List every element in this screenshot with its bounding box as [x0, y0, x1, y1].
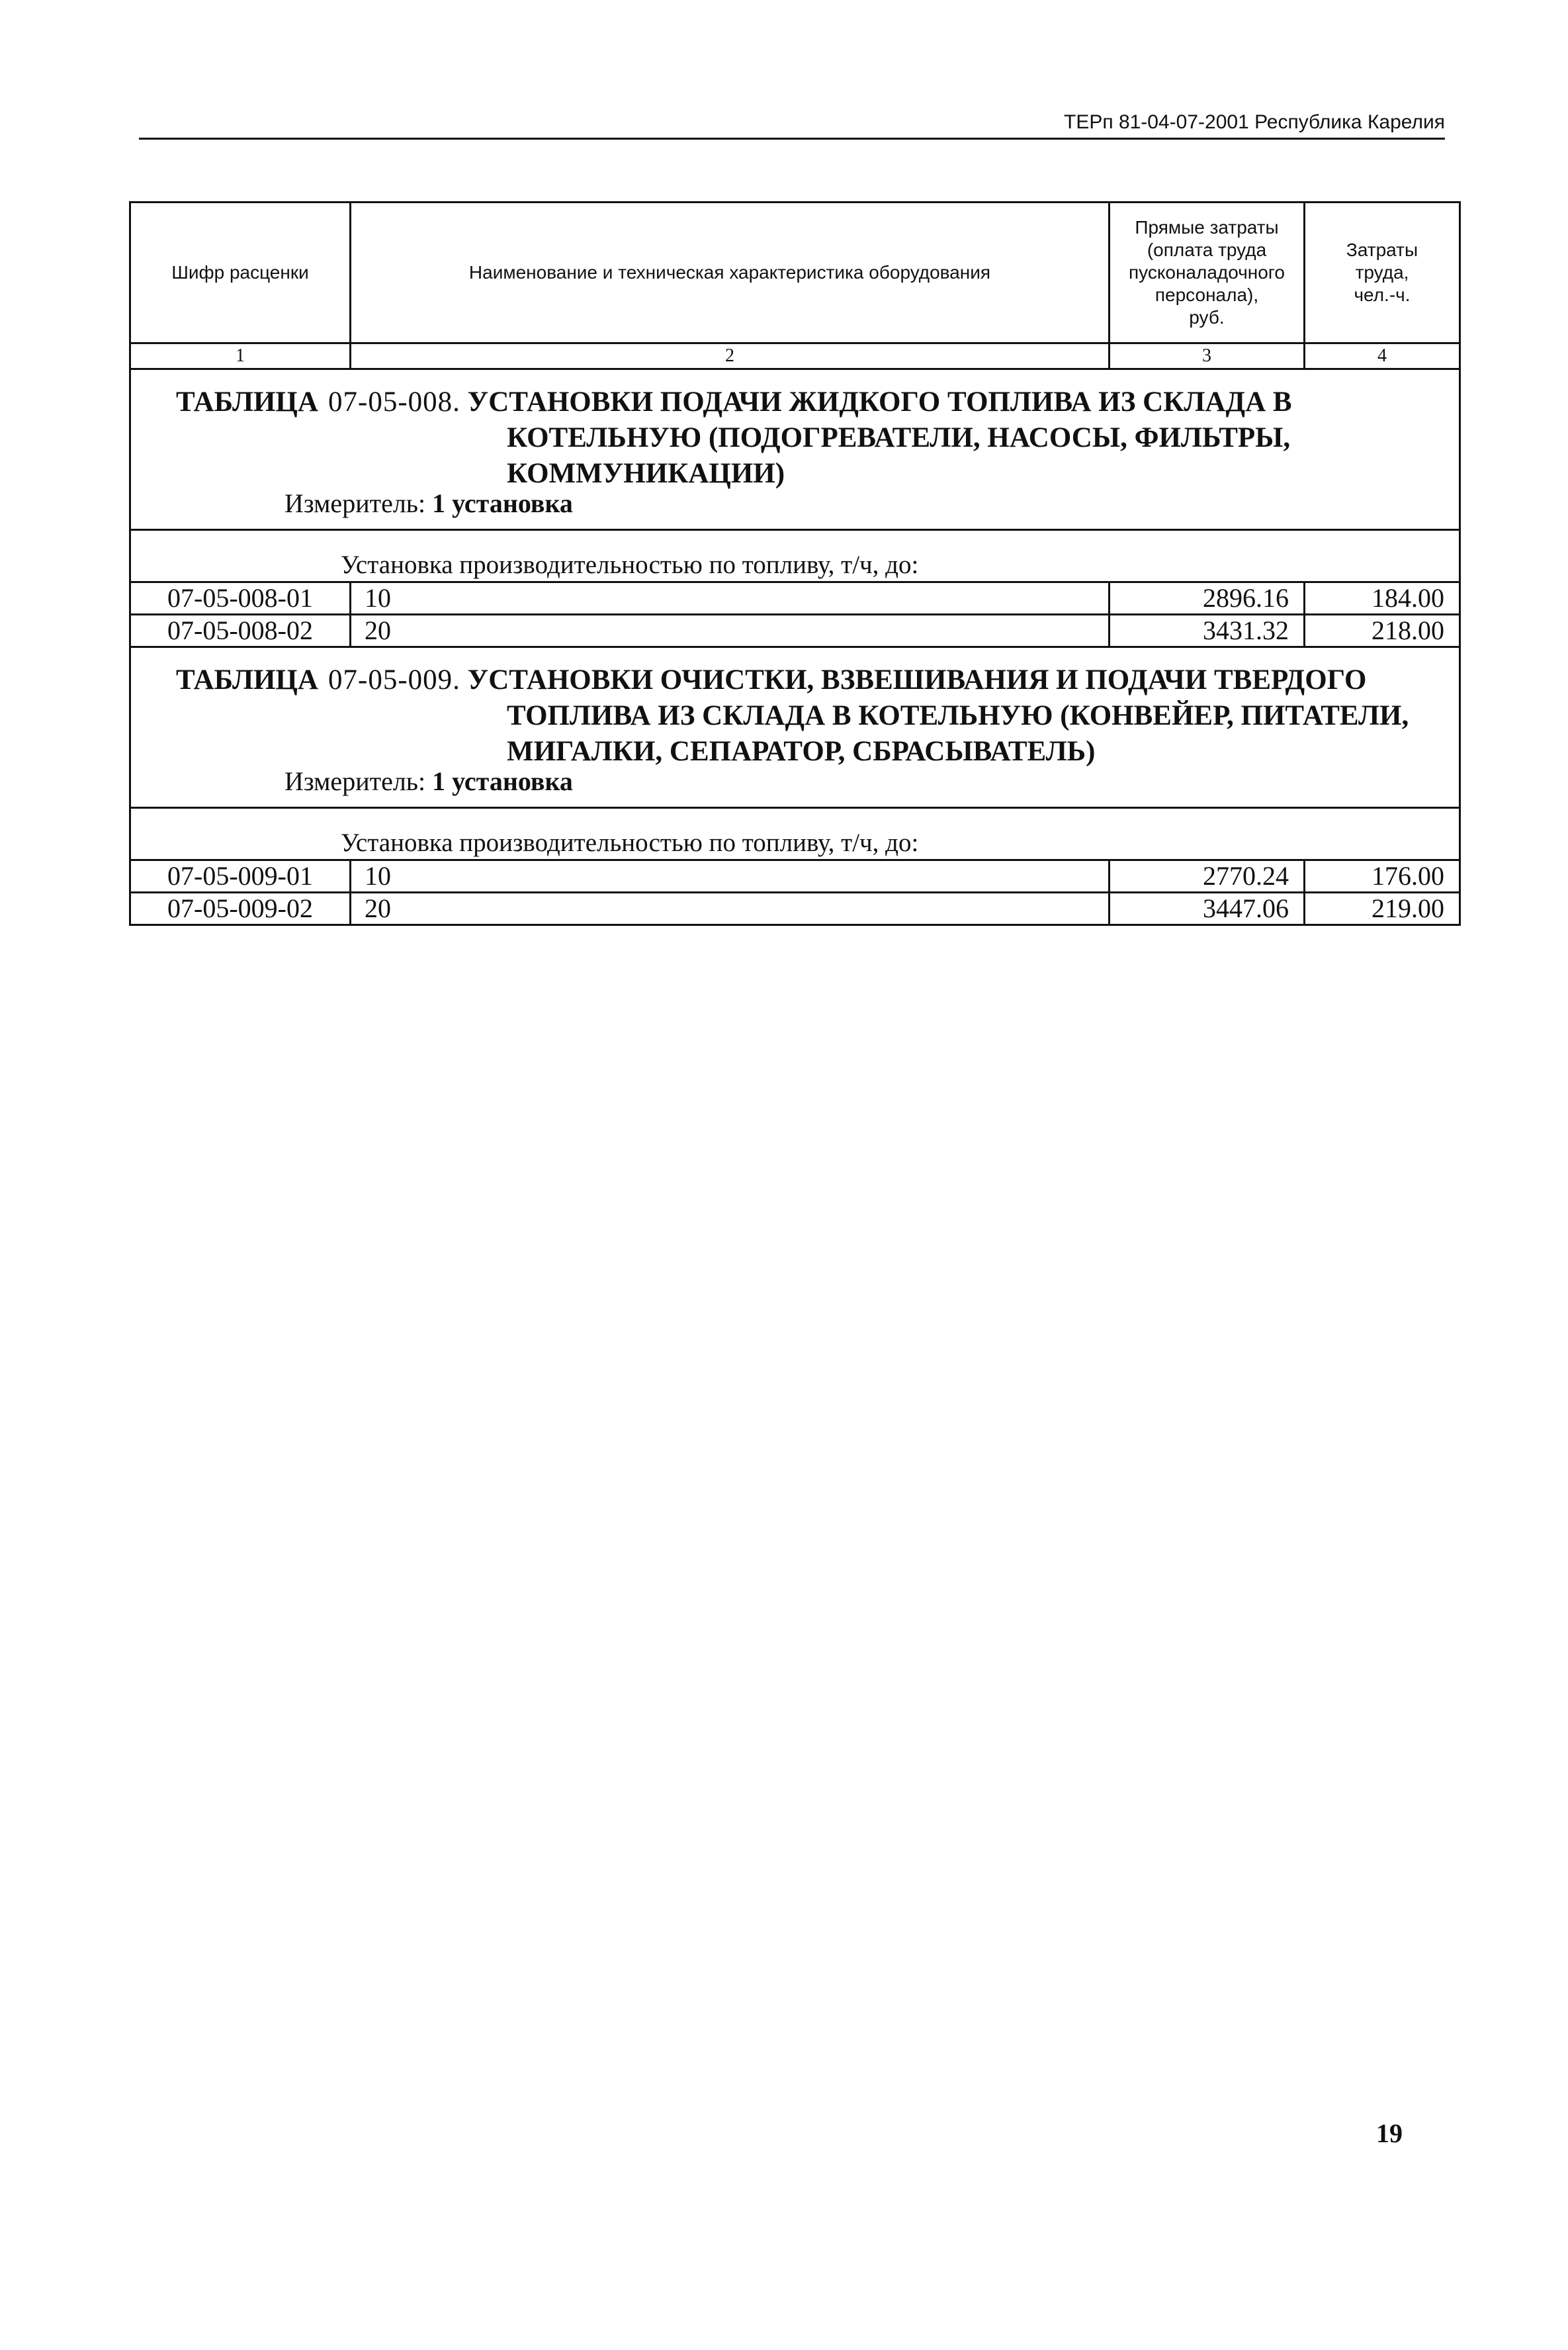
column-header-labor	[1305, 203, 1460, 343]
section-header-row	[130, 369, 1460, 530]
rate-name: 20	[351, 615, 1110, 647]
subheading: Установка производительностью по топливу, т/ч, до:	[341, 551, 919, 579]
section-title-line: МИГАЛКИ, СЕПАРАТОР, СБРАСЫВАТЕЛЬ)	[507, 736, 1096, 767]
rate-code: 07-05-009-01	[130, 860, 351, 893]
measure	[284, 488, 573, 519]
rate-labor: 218.00	[1305, 615, 1460, 647]
cost-header-line: Прямые затраты	[1135, 217, 1279, 238]
rate-name: 20	[351, 893, 1110, 925]
section-title-line: КОММУНИКАЦИИ)	[507, 458, 785, 489]
price-table	[129, 201, 1461, 926]
section-title	[176, 662, 1432, 770]
section-title-line: УСТАНОВКИ ПОДАЧИ ЖИДКОГО ТОПЛИВА ИЗ СКЛАДА В	[467, 386, 1292, 418]
rate-code: 07-05-008-02	[130, 615, 351, 647]
column-number: 2	[351, 343, 1110, 369]
rate-code: 07-05-009-02	[130, 893, 351, 925]
section-title-line: УСТАНОВКИ ОЧИСТКИ, ВЗВЕШИВАНИЯ И ПОДАЧИ ТВЕРДОГО	[467, 664, 1367, 696]
measure-value: 1 установка	[432, 766, 573, 796]
column-header-row	[130, 203, 1460, 343]
rate-code: 07-05-008-01	[130, 582, 351, 615]
labor-header-line: чел.-ч.	[1354, 285, 1411, 305]
subheading-row	[130, 530, 1460, 582]
subheading-row	[130, 808, 1460, 860]
column-number: 1	[130, 343, 351, 369]
cost-header-line: (оплата труда	[1147, 240, 1267, 260]
rate-name: 10	[351, 860, 1110, 893]
subheading-cell	[130, 530, 1460, 582]
section-header	[130, 647, 1460, 808]
labor-header-line: Затраты	[1346, 240, 1418, 260]
measure-value: 1 установка	[432, 488, 573, 518]
section-header-row	[130, 647, 1460, 808]
column-header-name: Наименование и техническая характеристика оборудования	[351, 203, 1110, 343]
rate-cost: 3447.06	[1110, 893, 1305, 925]
column-header-code: Шифр расценки	[130, 203, 351, 343]
header-rule	[139, 138, 1445, 140]
cost-header-line: пусконаладочного	[1128, 262, 1285, 283]
rate-labor: 176.00	[1305, 860, 1460, 893]
table-row	[130, 615, 1460, 647]
rate-cost: 2770.24	[1110, 860, 1305, 893]
table-row	[130, 582, 1460, 615]
column-number: 3	[1110, 343, 1305, 369]
section-number: 07-05-009.	[328, 664, 460, 696]
subheading-cell	[130, 808, 1460, 860]
measure-label: Измеритель:	[284, 766, 426, 796]
measure-label: Измеритель:	[284, 488, 426, 518]
rate-labor: 184.00	[1305, 582, 1460, 615]
column-header-cost	[1110, 203, 1305, 343]
table-row	[130, 860, 1460, 893]
section-number: 07-05-008.	[328, 386, 460, 418]
section-title	[176, 384, 1432, 492]
labor-header-line: труда,	[1355, 262, 1409, 283]
rate-cost: 3431.32	[1110, 615, 1305, 647]
rate-cost: 2896.16	[1110, 582, 1305, 615]
column-number: 4	[1305, 343, 1460, 369]
section-label: ТАБЛИЦА	[176, 664, 318, 696]
rate-name: 10	[351, 582, 1110, 615]
section-header	[130, 369, 1460, 530]
section-label: ТАБЛИЦА	[176, 386, 318, 418]
cost-header-line: персонала),	[1154, 285, 1259, 305]
column-number-row	[130, 343, 1460, 369]
table-row	[130, 893, 1460, 925]
running-header: ТЕРп 81-04-07-2001 Республика Карелия	[1064, 111, 1445, 133]
rate-labor: 219.00	[1305, 893, 1460, 925]
subheading: Установка производительностью по топливу, т/ч, до:	[341, 829, 919, 857]
section-title-line: ТОПЛИВА ИЗ СКЛАДА В КОТЕЛЬНУЮ (КОНВЕЙЕР, ПИТАТЕЛИ,	[507, 700, 1409, 731]
section-title-line: КОТЕЛЬНУЮ (ПОДОГРЕВАТЕЛИ, НАСОСЫ, ФИЛЬТРЫ,	[507, 422, 1291, 453]
measure	[284, 766, 573, 797]
page-number: 19	[1376, 2118, 1403, 2148]
cost-header-line: руб.	[1189, 307, 1225, 328]
